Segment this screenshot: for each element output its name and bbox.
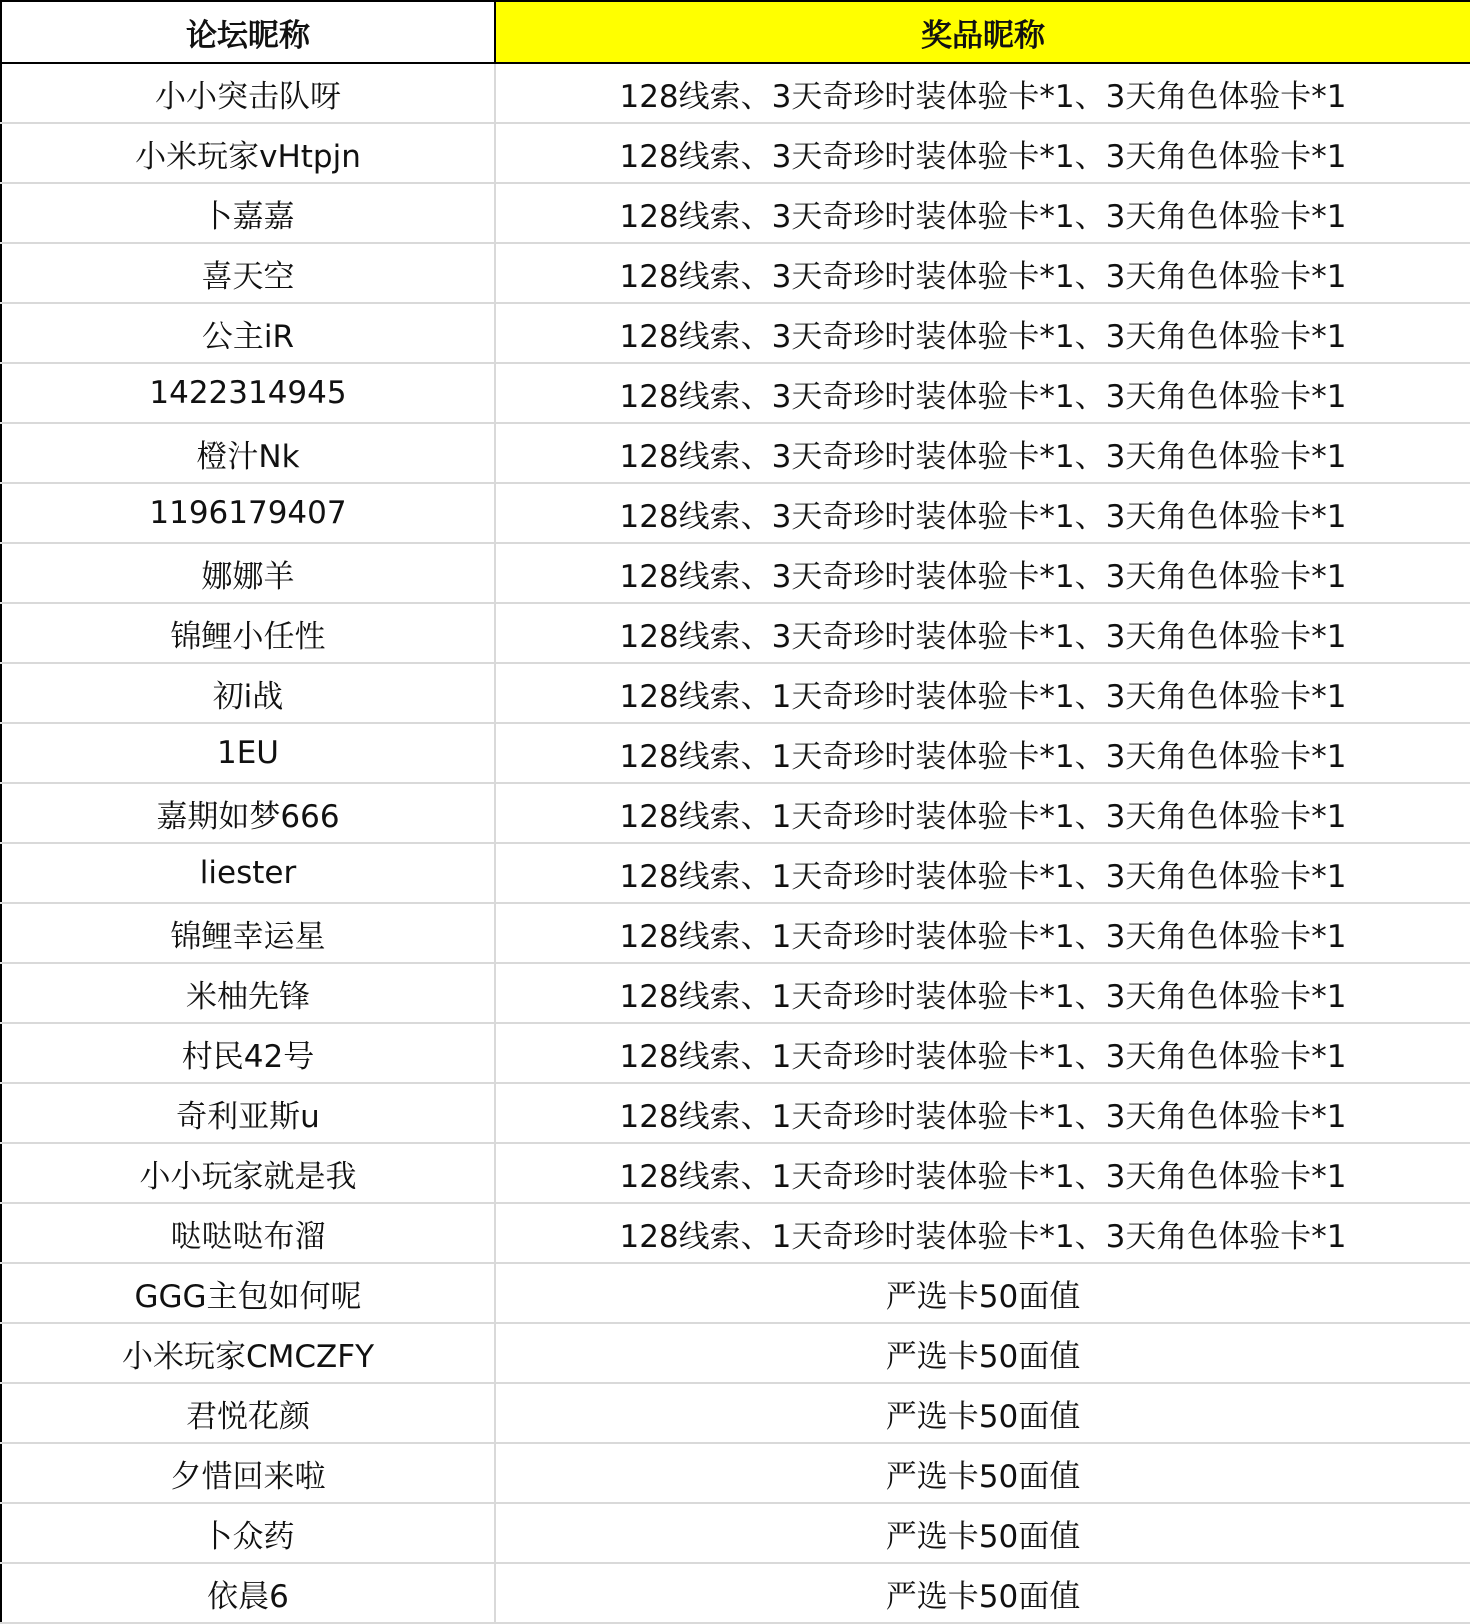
table-row [1,723,1470,783]
cell-forum-nickname: 小米玩家vHtpjn [1,123,495,183]
table-row [1,303,1470,363]
table-row [1,1563,1470,1623]
cell-prize: 128线索、1天奇珍时装体验卡*1、3天角色体验卡*1 [495,723,1470,783]
cell-prize: 128线索、3天奇珍时装体验卡*1、3天角色体验卡*1 [495,543,1470,603]
cell-forum-nickname: 1EU [1,723,495,783]
cell-forum-nickname: 哒哒哒布溜 [1,1203,495,1263]
table-body [1,63,1470,1623]
cell-forum-nickname: 锦鲤幸运星 [1,903,495,963]
cell-prize: 128线索、1天奇珍时装体验卡*1、3天角色体验卡*1 [495,663,1470,723]
table-row [1,1083,1470,1143]
cell-forum-nickname: 娜娜羊 [1,543,495,603]
cell-forum-nickname: 村民42号 [1,1023,495,1083]
cell-prize: 128线索、1天奇珍时装体验卡*1、3天角色体验卡*1 [495,1023,1470,1083]
table-row [1,363,1470,423]
cell-prize: 128线索、3天奇珍时装体验卡*1、3天角色体验卡*1 [495,603,1470,663]
table-row [1,183,1470,243]
cell-forum-nickname: 依晨6 [1,1563,495,1623]
cell-forum-nickname: 米柚先锋 [1,963,495,1023]
cell-prize: 严选卡50面值 [495,1383,1470,1443]
header-forum-nickname: 论坛昵称 [1,1,495,63]
cell-prize: 128线索、3天奇珍时装体验卡*1、3天角色体验卡*1 [495,123,1470,183]
cell-prize: 128线索、1天奇珍时装体验卡*1、3天角色体验卡*1 [495,843,1470,903]
cell-forum-nickname: 锦鲤小任性 [1,603,495,663]
cell-forum-nickname: 初i战 [1,663,495,723]
table-row [1,903,1470,963]
header-row [1,1,1470,63]
table-row [1,243,1470,303]
header-prize: 奖品昵称 [495,1,1470,63]
cell-prize: 128线索、3天奇珍时装体验卡*1、3天角色体验卡*1 [495,183,1470,243]
cell-forum-nickname: 喜天空 [1,243,495,303]
table-row [1,663,1470,723]
cell-forum-nickname: liester [1,843,495,903]
cell-prize: 128线索、1天奇珍时装体验卡*1、3天角色体验卡*1 [495,1143,1470,1203]
table-row [1,783,1470,843]
table-row [1,543,1470,603]
cell-forum-nickname: 嘉期如梦666 [1,783,495,843]
table-row [1,1323,1470,1383]
cell-forum-nickname: 小小玩家就是我 [1,1143,495,1203]
cell-prize: 128线索、3天奇珍时装体验卡*1、3天角色体验卡*1 [495,483,1470,543]
cell-prize: 128线索、1天奇珍时装体验卡*1、3天角色体验卡*1 [495,903,1470,963]
cell-forum-nickname: 1422314945 [1,363,495,423]
cell-prize: 128线索、3天奇珍时装体验卡*1、3天角色体验卡*1 [495,303,1470,363]
table-row [1,1383,1470,1443]
cell-prize: 128线索、1天奇珍时装体验卡*1、3天角色体验卡*1 [495,1203,1470,1263]
table-row [1,423,1470,483]
cell-prize: 严选卡50面值 [495,1503,1470,1563]
table-row [1,963,1470,1023]
cell-prize: 128线索、1天奇珍时装体验卡*1、3天角色体验卡*1 [495,783,1470,843]
table-row [1,123,1470,183]
cell-prize: 128线索、3天奇珍时装体验卡*1、3天角色体验卡*1 [495,63,1470,123]
cell-prize: 128线索、3天奇珍时装体验卡*1、3天角色体验卡*1 [495,243,1470,303]
cell-prize: 128线索、3天奇珍时装体验卡*1、3天角色体验卡*1 [495,423,1470,483]
cell-prize: 严选卡50面值 [495,1443,1470,1503]
table-row [1,483,1470,543]
table-row [1,1443,1470,1503]
cell-forum-nickname: 小小突击队呀 [1,63,495,123]
table-row [1,603,1470,663]
table-row [1,1203,1470,1263]
table-header [1,1,1470,63]
table-row [1,63,1470,123]
cell-forum-nickname: 小米玩家CMCZFY [1,1323,495,1383]
cell-forum-nickname: 橙汁Nk [1,423,495,483]
cell-forum-nickname: 卜嘉嘉 [1,183,495,243]
cell-prize: 严选卡50面值 [495,1263,1470,1323]
cell-forum-nickname: 夕惜回来啦 [1,1443,495,1503]
table-row [1,1503,1470,1563]
table-row [1,1263,1470,1323]
table-row [1,843,1470,903]
cell-prize: 128线索、1天奇珍时装体验卡*1、3天角色体验卡*1 [495,1083,1470,1143]
cell-prize: 严选卡50面值 [495,1323,1470,1383]
cell-forum-nickname: 卜众药 [1,1503,495,1563]
table-row [1,1023,1470,1083]
table-row [1,1143,1470,1203]
cell-prize: 128线索、3天奇珍时装体验卡*1、3天角色体验卡*1 [495,363,1470,423]
cell-forum-nickname: 1196179407 [1,483,495,543]
cell-forum-nickname: 公主iR [1,303,495,363]
cell-prize: 128线索、1天奇珍时装体验卡*1、3天角色体验卡*1 [495,963,1470,1023]
cell-forum-nickname: GGG主包如何呢 [1,1263,495,1323]
cell-forum-nickname: 君悦花颜 [1,1383,495,1443]
cell-prize: 严选卡50面值 [495,1563,1470,1623]
cell-forum-nickname: 奇利亚斯u [1,1083,495,1143]
